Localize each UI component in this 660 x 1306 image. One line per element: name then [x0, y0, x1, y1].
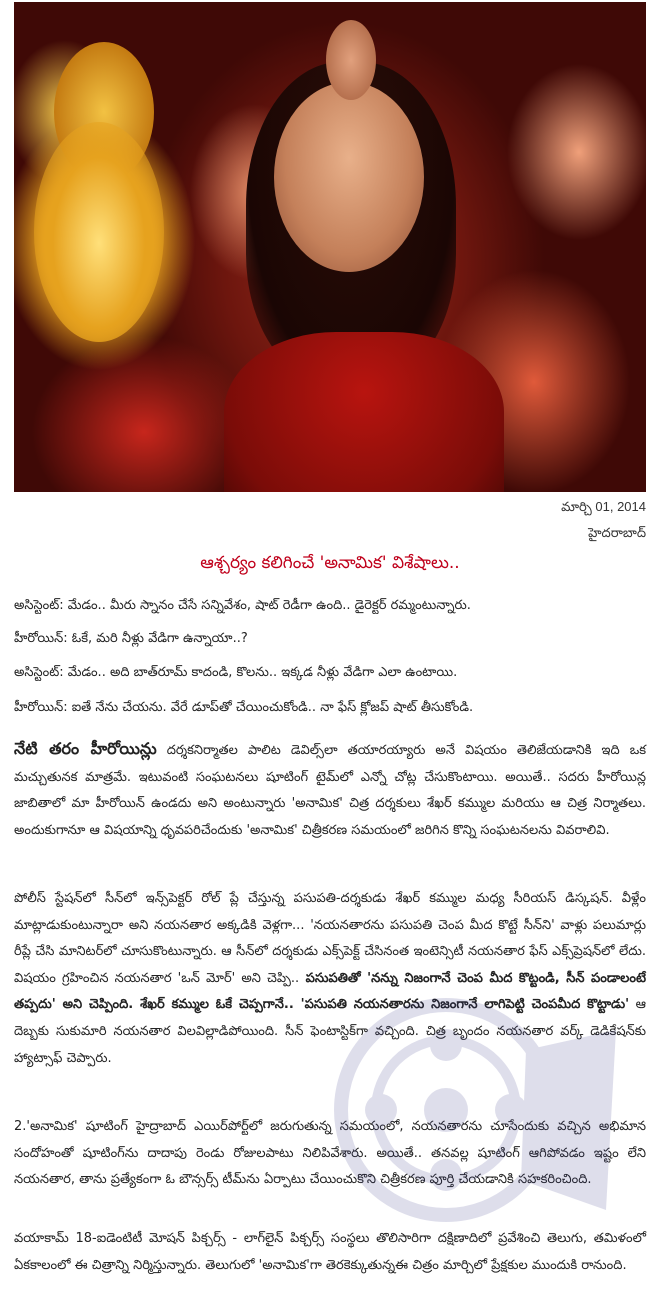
dialog-line: అసిస్టెంట్: మేడం.. మీరు స్నానం చేసే సన్నివేశం, షాట్ రెడీగా ఉంది.. డైరెక్టర్ రమ్మంటున్నారు.	[14, 598, 471, 613]
paragraph-body: దర్శకనిర్మాతల పాలిట డెవిల్స్‌లా తయారయ్యారు అనే విషయం తెలిజేయడానికి ఇది ఒక మచ్చుతునక మాత్రమే. ఇటువంటి సంఘటనలు షూటింగ్ టైమ్‌లో ఎన్నో చోట్ల చేసుకొంటాయి. అయితే.. సదరు హీరోయిన్ల జాబితాలో మా హీరోయిన్ ఉండదు అని అంటున్నారు 'అనామిక' చిత్ర దర్శకులు శేఖర్ కమ్ముల మరియు ఆ చిత్ర నిర్మాతలు. అందుకుగానూ ఆ విషయాన్ని ధృవపరిచేందుకు 'అనామిక' చిత్రీకరణ సమయంలో జరిగిన కొన్ని సంఘటనలను వివరాలివి.	[14, 743, 646, 838]
paragraph-body: 2.'అనామిక' షూటింగ్ హైద్రాబాద్ ఎయిర్‌పోర్ట్‌లో జరుగుతున్న సమయంలో, నయనతారను చూసేందుకు వచ్చిన అభిమాన సందోహంతో షూటింగ్‌ను దాదాపు రెండు రోజులపాటు నిలిపివేశారు. అయితే.. తనవల్ల షూటింగ్ ఆగిపోవడం ఇష్టం లేని నయనతార, తాను ప్రత్యేకంగా ఓ బౌన్సర్స్ టీమ్‌ను ఏర్పాటు చేయించుకొని చిత్రీకరణ పూర్తి చేయడానికి సహకరించింది.	[14, 1119, 646, 1188]
article-place: హైదరాబాద్	[588, 525, 646, 540]
article-paragraph-1	[14, 736, 646, 844]
paragraph-lead: నేటి తరం హీరోయిన్లు	[14, 739, 157, 758]
film-reel-watermark	[326, 990, 636, 1240]
actress-saree	[224, 332, 504, 492]
dialog-line: అసిస్టెంట్: మేడం.. అది బాత్‌రూమ్ కాదండి, కొలను.. ఇక్కడ నీళ్లు వేడిగా ఎలా ఉంటాయి.	[14, 665, 458, 680]
dialog-line: హీరోయిన్: ఐతే నేను చేయను. వేరే డూప్‌తో చేయించుకోండి.. నా ఫేస్ క్లోజప్ షాట్ తీసుకోండి.	[14, 700, 474, 715]
folded-hands	[326, 20, 376, 100]
lamp-glow	[34, 122, 164, 342]
paragraph-body: పోలీస్ స్టేషన్‌లో సీన్‌లో ఇన్స్‌పెక్టర్ రోల్ ప్లే చేస్తున్న పసుపతి-దర్శకుడు శేఖర్ కమ్ముల మధ్య సీరియస్ డిస్కషన్. వీళ్లేం మాట్లాడుకుంటున్నారా అని నయనతార అక్కడికి వెళ్లగా... 'నయనతారను పసుపతి చెంప మీద కొట్టే సీన్‌ని' వాళ్లు పలుమార్లు రీప్లే చేసి మానిటర్‌లో చూసుకొంటున్నారు. ఆ సీన్‌లో దర్శకుడు ఎక్స్‌పెక్ట్ చేసినంత ఇంటెన్సిటీ నయనతార ఫేస్ ఎక్స్‌ప్రెషన్‌లో లేదు. విషయం గ్రహించిన నయనతార 'ఒన్ మోర్' అని చెప్పి..	[14, 891, 646, 986]
dialog-line: హీరోయిన్: ఓకే, మరి నీళ్లు వేడిగా ఉన్నాయా..?	[14, 631, 248, 646]
paragraph-body: వయాకామ్ 18-ఐడెంటిటీ మోషన్ పిక్చర్స్ - లాగ్‌లైన్ పిక్చర్స్ సంస్థలు తొలిసారిగా దక్షిణాదిలో ప్రవేశించి తెలుగు, తమిళంలో ఏకకాలంలో ఈ చిత్రాన్ని నిర్మిస్తున్నారు. తెలుగులో 'అనామిక'గా తెరకెక్కుతున్నఈ చిత్రం మార్చిలో ప్రేక్షకుల ముందుకి రానుంది.	[14, 1231, 646, 1273]
hero-photo	[14, 2, 646, 492]
article-headline: ఆశ్చర్యం కలిగించే 'అనామిక' విశేషాలు..	[200, 553, 460, 573]
paragraph-bold: పసుపతితో 'నన్ను నిజంగానే చెంప మీద కొట్టండి, సీన్ పండాలంటే తప్పదు' అని చెప్పింది. శేఖర్ కమ్ముల ఓకే చెప్పగానే.. 'పసుపతి నయనతారను నిజంగానే లాగిపెట్టి చెంపమీద కొట్టాడు'	[14, 970, 646, 1013]
paragraph-body: ఆ దెబ్బకు సుకుమారి నయనతార విలవిల్లాడిపోయింది. సీన్ ఫెంటాస్టిక్‌గా వచ్చింది. చిత్ర బృందం నయనతార వర్క్ డెడికేషన్‌కు హ్యాట్సాఫ్ చెప్పారు.	[14, 997, 646, 1066]
actress-face	[274, 82, 424, 272]
article-date: మార్చి 01, 2014	[561, 499, 646, 514]
